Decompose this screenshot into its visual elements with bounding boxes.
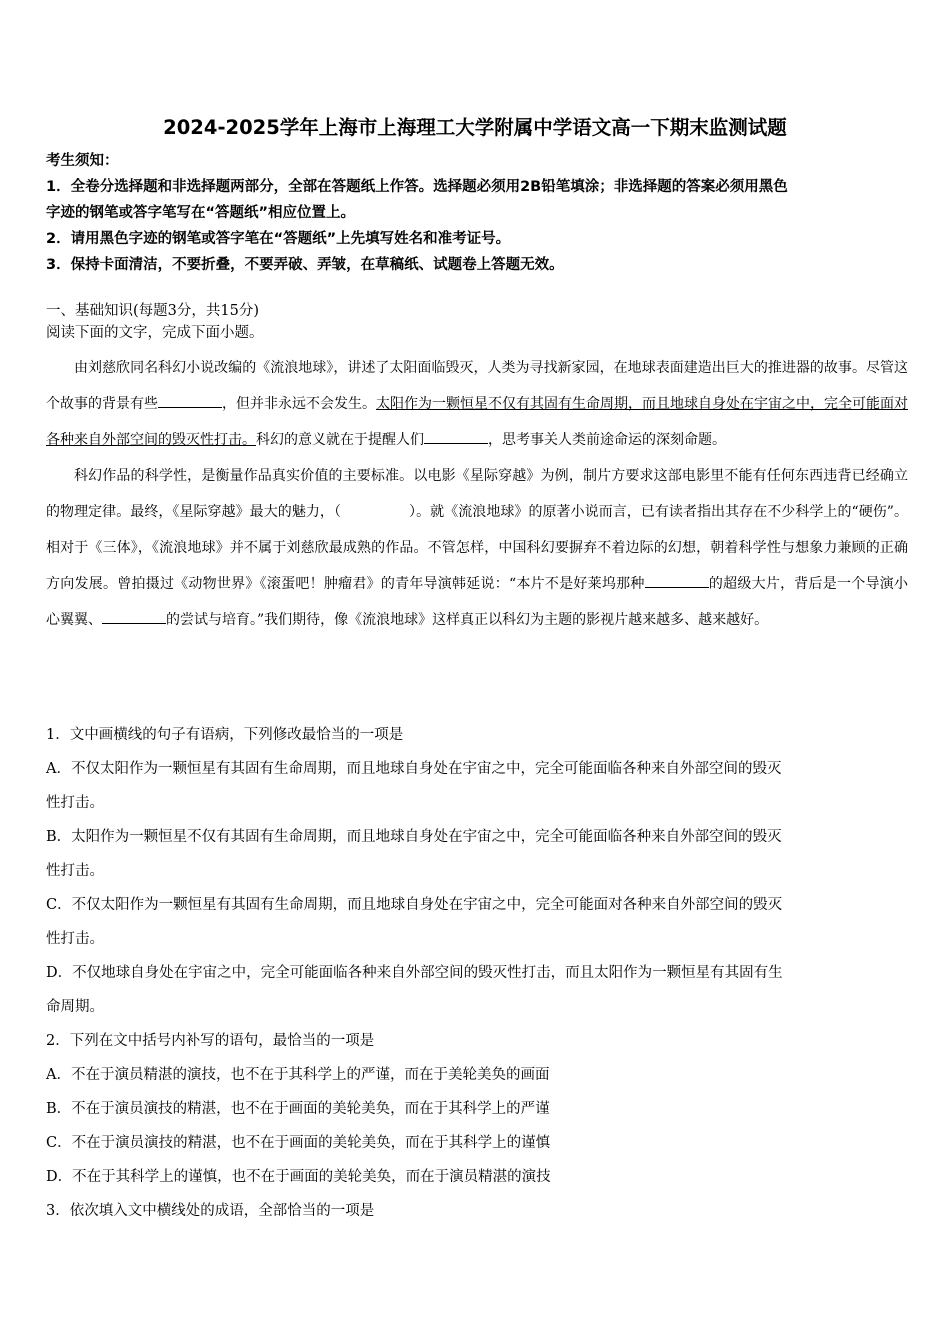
section-title: 一、基础知识(每题3分，共15分) [46, 303, 259, 319]
option-1a-cont: 性打击。 [46, 795, 104, 811]
passage-text: 科幻作品的科学性，是衡量作品真实价值的主要标准。以电影《星际穿越》为例，制片方要求这部电影里不能有任何东西违背已经确立的物理定律。最终，《星际穿越》最大的魅力，（ [46, 468, 908, 520]
option-1c-cont: 性打击。 [46, 931, 104, 947]
option-2b: B．不在于演员演技的精湛，也不在于画面的美轮美奂，而在于其科学上的严谨 [46, 1101, 550, 1117]
passage-text: 科幻的意义就在于提醒人们 [256, 432, 424, 448]
passage-text: 的尝试与培育。”我们期待，像《流浪地球》这样真正以科幻为主题的影视片越来越多、越来越好。 [166, 612, 769, 628]
question-list [46, 718, 908, 1228]
section-heading [46, 300, 906, 344]
fill-blank [424, 429, 488, 444]
candidate-notice [46, 148, 906, 278]
passage-text: 由刘慈欣同名科幻小说改编的《流浪地球》，讲述了太阳面临毁灭，人类为寻找新家园，在地球表面建造出巨大的推进器的故事。尽管这个故事的背景有些 [46, 360, 908, 412]
notice-item-2: 2．请用黑色字迹的钢笔或答字笔在“答题纸”上先填写姓名和准考证号。 [46, 231, 511, 247]
passage-text: ，但并非永远不会发生。 [222, 396, 376, 412]
notice-item-3: 3．保持卡面清洁，不要折叠，不要弄破、弄皱，在草稿纸、试题卷上答题无效。 [46, 257, 564, 273]
passage-text: 的超级大片，背后是一个导演小心翼翼、 [46, 576, 909, 628]
passage-paragraph-2 [46, 458, 908, 638]
fill-blank [158, 393, 222, 408]
reading-passage [46, 350, 908, 638]
fill-blank [645, 573, 709, 588]
option-1c: C．不仅太阳作为一颗恒星有其固有生命周期，而且地球自身处在宇宙之中，完全可能面对各种来自外部空间的毁灭 [46, 897, 783, 913]
question-3: 3．依次填入文中横线处的成语，全部恰当的一项是 [46, 1203, 375, 1219]
option-1d-cont: 命周期。 [46, 999, 104, 1015]
option-1a: A．不仅太阳作为一颗恒星有其固有生命周期，而且地球自身处在宇宙之中，完全可能面临各种来自外部空间的毁灭 [46, 761, 782, 777]
page-title: 2024-2025学年上海市上海理工大学附属中学语文高一下期末监测试题 [163, 116, 787, 139]
option-1b-cont: 性打击。 [46, 863, 104, 879]
notice-heading: 考生须知： [46, 153, 119, 169]
notice-item-1-cont: 字迹的钢笔或答字笔写在“答题纸”相应位置上。 [46, 205, 356, 221]
passage-text: ，思考事关人类前途命运的深刻命题。 [488, 432, 726, 448]
option-2d: D．不在于其科学上的谨慎，也不在于画面的美轮美奂，而在于演员精湛的演技 [46, 1169, 551, 1185]
question-1: 1．文中画横线的句子有语病，下列修改最恰当的一项是 [46, 727, 404, 743]
fill-blank [102, 609, 166, 624]
underlined-sentence: 太阳作为一颗恒星不仅有其固有生命周期，而且地球自身处在宇宙之中，完全可能面对各种来自外部空间的毁灭性打击。 [46, 396, 908, 448]
section-instruction: 阅读下面的文字，完成下面小题。 [46, 325, 264, 341]
option-1b: B．太阳作为一颗恒星不仅有其固有生命周期，而且地球自身处在宇宙之中，完全可能面临各种来自外部空间的毁灭 [46, 829, 782, 845]
option-2a: A．不在于演员精湛的演技，也不在于其科学上的严谨，而在于美轮美奂的画面 [46, 1067, 550, 1083]
passage-text: ）。就《流浪地球》的原著小说而言，已有读者指出其存在不少科学上的“硬伤”。相对于《三体》，《流浪地球》并不属于刘慈欣最成熟的作品。不管怎样，中国科幻要摒弃不着边际的幻想，朝着科学性与想象力兼顾的正确方向发展。曾拍摄过《动物世界》《滚蛋吧！肿瘤君》的青年导演韩延说：“本片不是好莱坞那种 [46, 504, 909, 592]
option-1d: D．不仅地球自身处在宇宙之中，完全可能面临各种来自外部空间的毁灭性打击，而且太阳作为一颗恒星有其固有生 [46, 965, 783, 981]
question-2: 2．下列在文中括号内补写的语句，最恰当的一项是 [46, 1033, 375, 1049]
option-2c: C．不在于演员演技的精湛，也不在于画面的美轮美奂，而在于其科学上的谨慎 [46, 1135, 551, 1151]
notice-item-1: 1．全卷分选择题和非选择题两部分，全部在答题纸上作答。选择题必须用2B铅笔填涂；非选择题的答案必须用黑色 [46, 179, 788, 195]
passage-paragraph-1 [46, 350, 908, 458]
